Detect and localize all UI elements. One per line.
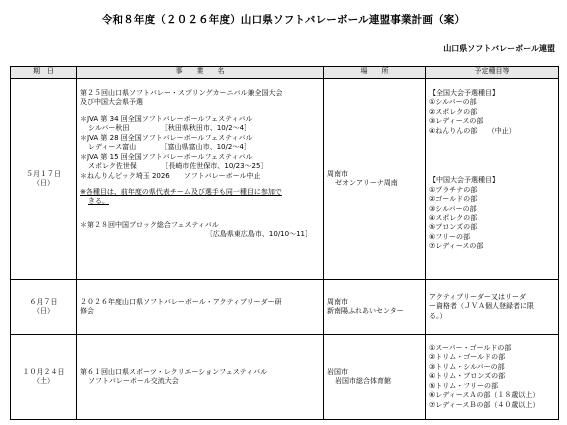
place-venue: 岩国市総合体育館 [335, 377, 391, 385]
category-item: ②スポレクの部 [429, 107, 478, 116]
event-line: ソフトバレーボール交流大会 [88, 377, 179, 385]
date-cell [11, 280, 77, 335]
date-text: ６月７日 [29, 297, 58, 306]
festival-detail [80, 162, 320, 171]
category-group-title: 【全国大会予選種目】 [429, 89, 499, 97]
place-city: 岩国市 [327, 367, 348, 376]
festival-location: ［秋田県秋田市、10/2～4］ [164, 124, 252, 133]
weekday-text: （日） [33, 307, 54, 315]
place-cell [324, 280, 426, 335]
category-line: ー資格者（ＪＶＡ個人登録者に限 [429, 302, 534, 311]
note-line: ※各種目は、前年度の県代表チーム及び選手も同一種目に参加で [80, 187, 282, 196]
event-lead-line: 及び中国大会県予選 [80, 98, 143, 107]
category-item: ③レディースの部 [429, 117, 484, 126]
category-item: ⑤トリム・フリーの部 [429, 381, 498, 390]
page-title: 令和８年度（２０２６年度）山口県ソフトバレーボール連盟事業計画（案） [101, 14, 466, 26]
event-cell [77, 79, 324, 280]
festival-name: ＊ねんりんピック埼玉 2026 ソフトバレーボール中止 [80, 171, 261, 180]
festival-category: レディース富山 [88, 143, 137, 152]
festival-name: ＊JVA 第 15 回全国ソフトバレーボールフェスティバル [80, 152, 253, 161]
categories-cell [426, 335, 559, 420]
place-cell [324, 335, 426, 420]
festival-location: ［富山県富山市、10/2～4］ [164, 143, 251, 152]
date-cell [11, 335, 77, 420]
event-line: 第６１回山口県スポーツ・レクリエーションフェスティバル [80, 367, 268, 376]
festival-name: ＊JVA 第 28 回全国ソフトバレーボールフェスティバル [80, 133, 253, 142]
festival-location: ［長崎市佐世保市、10/23～25］ [164, 162, 268, 171]
place-venue: ゼオンアリーナ周南 [335, 179, 398, 187]
date-text: １０月２４日 [22, 367, 65, 376]
event-line: 修会 [80, 307, 94, 315]
note-line: きる。 [88, 197, 109, 206]
festival-detail [80, 143, 320, 152]
organization-name: 山口県ソフトバレーボール連盟 [443, 44, 555, 53]
event-line: ２０２６年度山口県ソフトバレーボール・アクティブリーダー研 [80, 297, 282, 306]
category-item: ⑦レディースＢの部（４０歳以上） [429, 400, 540, 409]
table-header-row [11, 67, 559, 79]
event-lead-line: 第２５回山口県ソフトバレー・スプリングカーニバル兼全国大会 [80, 89, 283, 97]
category-item: ③トリム・シルバーの部 [429, 362, 505, 371]
category-item: ⑥フリーの部 [429, 232, 470, 241]
table-row [11, 335, 559, 420]
festival-name: ＊第２８回中国ブロック総合フェスティバル [80, 220, 219, 229]
place-city: 周南市 [327, 297, 348, 306]
place-venue: 新南陽ふれあいセンター [327, 307, 404, 315]
category-group-title: 【中国大会予選種目】 [429, 176, 499, 185]
category-item: ②トリム・ゴールドの部 [429, 353, 506, 362]
category-item: ④スポレクの部 [429, 213, 478, 222]
weekday-text: （日） [33, 179, 54, 187]
header-place: 場 所 [324, 67, 426, 79]
category-item: ⑦レディースの部 [429, 242, 484, 251]
categories-cell [426, 280, 559, 335]
category-item: ②ゴールドの部 [429, 195, 478, 204]
date-text: ５月１７日 [26, 169, 61, 178]
categories-cell [426, 79, 559, 280]
table-row [11, 280, 559, 335]
table-row [11, 79, 559, 280]
category-item: ③シルバーの部 [429, 204, 477, 213]
weekday-text: （土） [33, 377, 54, 385]
festival-name: ＊JVA 第 34 回全国ソフトバレーボールフェスティバル [80, 114, 253, 123]
category-line: アクティブリーダー又はリーダ [429, 292, 526, 301]
date-cell [11, 79, 77, 280]
category-item: ①プラチナの部 [429, 185, 478, 194]
event-cell [77, 335, 324, 420]
category-item: ④トリム・ブロンズの部 [429, 372, 506, 381]
festival-location: ［広島県東広島市、10/10～11］ [205, 230, 312, 239]
category-item: ①スーパー・ゴールドの部 [429, 343, 512, 352]
category-item: ④ねんりんの部 （中止） [429, 126, 516, 135]
festival-category: スポレク佐世保 [88, 162, 137, 171]
category-item: ⑥レディースＡの部（１８歳以上） [429, 391, 540, 400]
festival-category: シルバー秋田 [88, 124, 130, 133]
header-date: 期 日 [11, 67, 77, 79]
event-cell [77, 280, 324, 335]
header-event: 事 業 名 [77, 67, 324, 79]
place-cell [324, 79, 426, 280]
category-item: ⑤ブロンズの部 [429, 223, 478, 232]
category-line: る。） [429, 311, 447, 320]
category-item: ①シルバーの部 [429, 98, 477, 107]
place-city: 周南市 [327, 169, 348, 178]
header-categories: 予定種目等 [426, 67, 559, 79]
festival-detail [80, 124, 320, 133]
schedule-table [10, 66, 559, 420]
